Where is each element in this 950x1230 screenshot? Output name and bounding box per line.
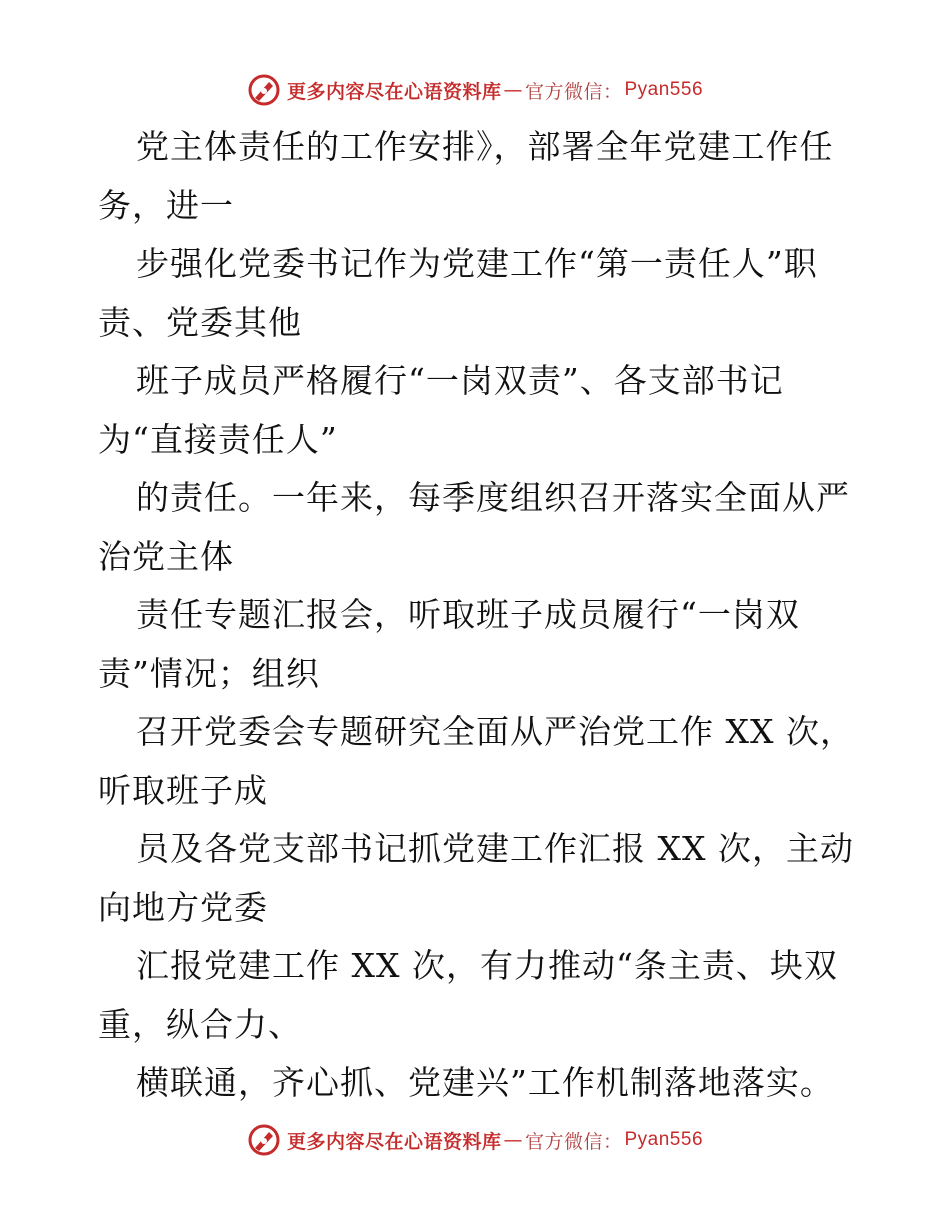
watermark-official-label: 官方微信：: [524, 1130, 623, 1153]
watermark-separator: —: [503, 1129, 523, 1151]
footer-watermark: [0, 1120, 950, 1160]
text-line: 汇报党建工作 XX 次，有力推动“条主责、块双: [136, 946, 838, 985]
text-line: 听取班子成: [98, 770, 268, 810]
watermark-site-text: 更多内容尽在心语资料库: [286, 80, 502, 103]
text-line: 责、党委其他: [98, 302, 302, 342]
watermark-official-label: 官方微信：: [524, 80, 623, 103]
document-body: [98, 118, 858, 1113]
watermark-account: Pyan556: [624, 79, 704, 100]
text-line: 党主体责任的工作安排》，部署全年党建工作任: [136, 127, 834, 166]
text-line: 治党主体: [98, 536, 234, 576]
text-line: 重，纵合力、: [98, 1004, 302, 1044]
text-line: 步强化党委书记作为党建工作“第一责任人”职: [136, 244, 818, 283]
watermark-account: Pyan556: [624, 1129, 704, 1150]
text-line: 责任专题汇报会，听取班子成员履行“一岗双: [136, 595, 800, 634]
text-line: 为“直接责任人”: [98, 419, 338, 459]
text-line: 务，进一: [98, 185, 234, 225]
text-line: 的责任。一年来，每季度组织召开落实全面从严: [136, 478, 850, 517]
watermark-site-text: 更多内容尽在心语资料库: [286, 1130, 502, 1153]
text-line: 班子成员严格履行“一岗双责”、各支部书记: [136, 361, 784, 400]
header-watermark: [0, 70, 950, 110]
watermark-separator: —: [503, 79, 523, 101]
text-line: 责”情况；组织: [98, 653, 320, 693]
text-line: 横联通，齐心抓、党建兴”工作机制落地落实。: [136, 1063, 834, 1102]
text-line: 员及各党支部书记抓党建工作汇报 XX 次，主动: [136, 829, 854, 868]
pen-circle-icon: [247, 73, 281, 107]
text-line: 召开党委会专题研究全面从严治党工作 XX 次，: [136, 712, 854, 751]
text-line: 向地方党委: [98, 887, 268, 927]
pen-circle-icon: [247, 1123, 281, 1157]
